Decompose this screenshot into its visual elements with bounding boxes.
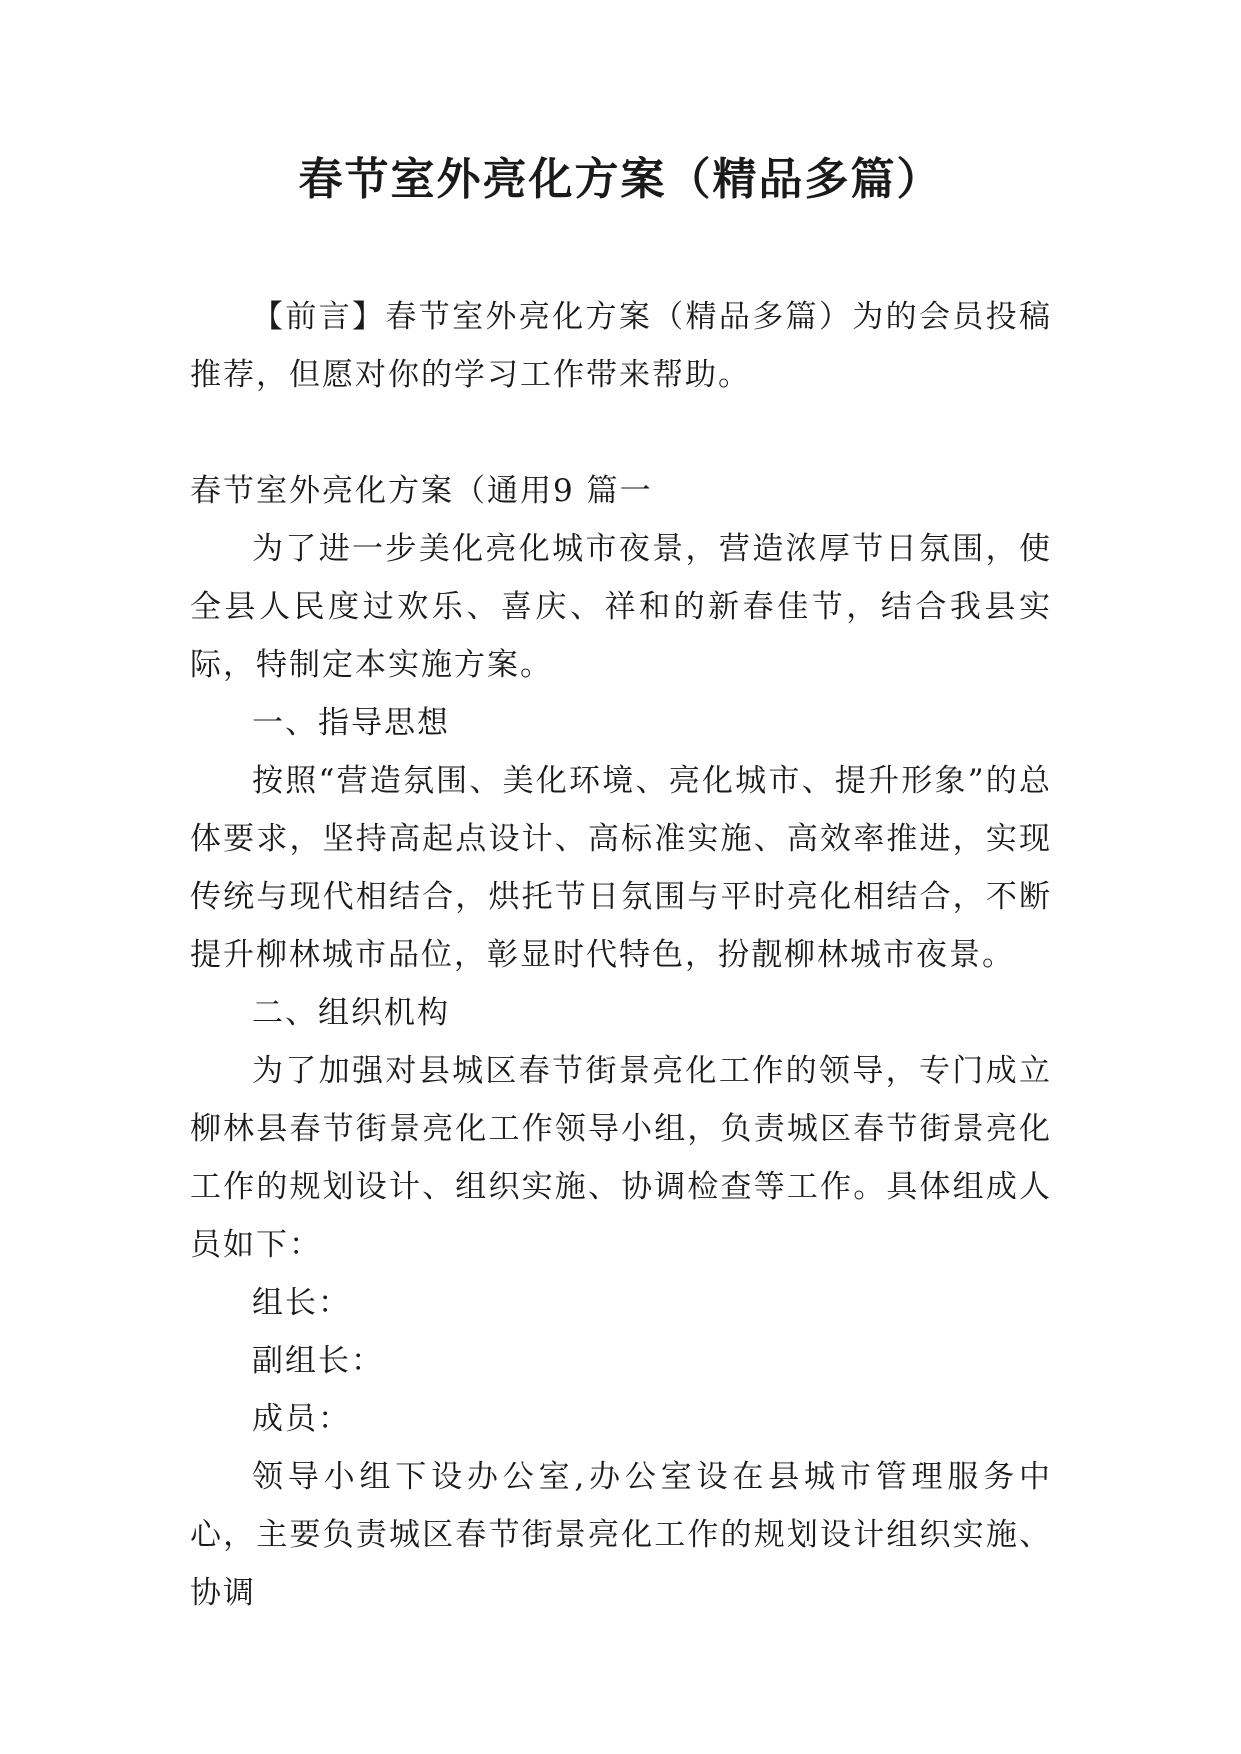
intro-paragraph: 为了进一步美化亮化城市夜景，营造浓厚节日氛围，使全县人民度过欢乐、喜庆、祥和的新春佳节，结合我县实际，特制定本实施方案。 xyxy=(190,531,1052,683)
team-leader-line: 组长： xyxy=(252,1285,351,1321)
preface-paragraph: 【前言】春节室外亮化方案（精品多篇）为的会员投稿推荐，但愿对你的学习工作带来帮助。 xyxy=(190,299,1052,393)
organization-paragraph: 为了加强对县城区春节街景亮化工作的领导，专门成立柳林县春节街景亮化工作领导小组，负责城区春节街景亮化工作的规划设计、组织实施、协调检查等工作。具体组成人员如下： xyxy=(190,1053,1052,1263)
deputy-leader-line: 副组长： xyxy=(252,1343,384,1379)
members-line: 成员： xyxy=(252,1401,351,1437)
section-heading: 春节室外亮化方案（通用9 篇一 xyxy=(190,473,653,509)
document-body xyxy=(190,288,1052,1622)
guiding-ideology-paragraph: 按照“营造氛围、美化环境、亮化城市、提升形象”的总体要求，坚持高起点设计、高标准实施、高效率推进，实现传统与现代相结合，烘托节日氛围与平时亮化相结合，不断提升柳林城市品位，彰显时代特色，扮靓柳林城市夜景。 xyxy=(190,763,1052,973)
heading-organization: 二、组织机构 xyxy=(252,995,450,1031)
heading-guiding-ideology: 一、指导思想 xyxy=(252,705,450,741)
document-title: 春节室外亮化方案（精品多篇） xyxy=(298,154,943,205)
office-paragraph: 领导小组下设办公室,办公室设在县城市管理服务中心，主要负责城区春节街景亮化工作的规划设计组织实施、协调 xyxy=(190,1459,1052,1611)
